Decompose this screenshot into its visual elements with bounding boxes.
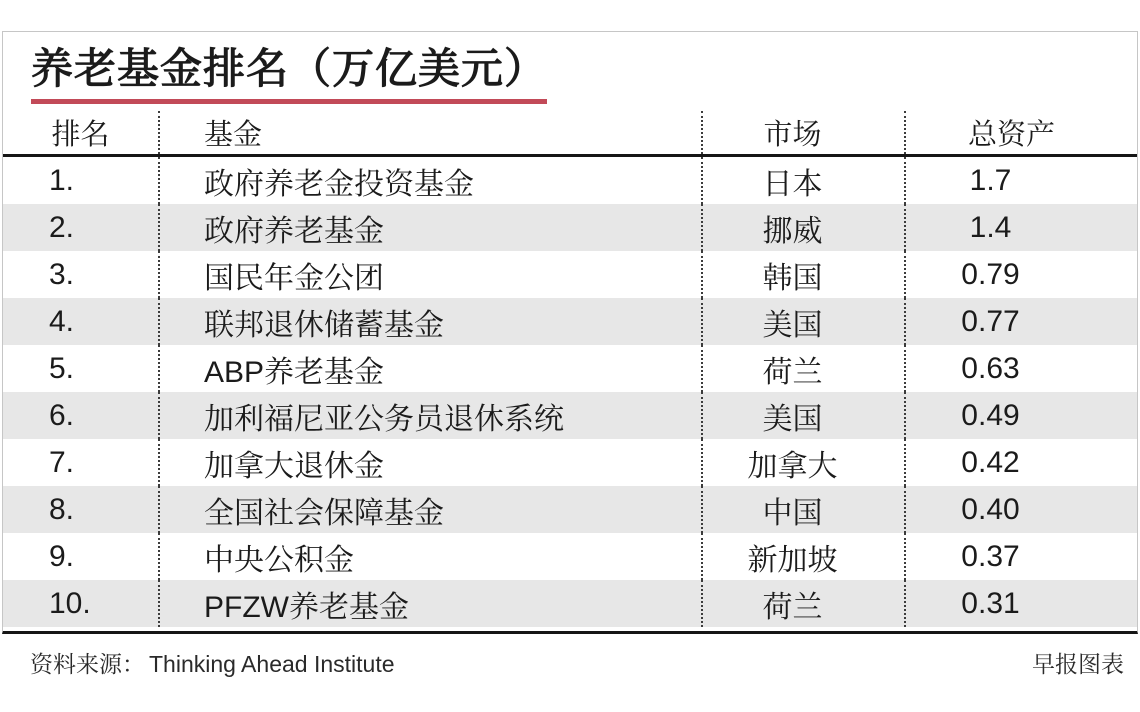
market-cell: 美国 <box>701 298 904 345</box>
assets-cell: 0.42 <box>904 439 1137 486</box>
fund-cell: ABP养老基金 <box>158 345 701 392</box>
market-cell: 日本 <box>701 157 904 204</box>
table-row <box>3 580 1137 627</box>
assets-cell: 1.4 <box>904 204 1137 251</box>
table-row <box>3 204 1137 251</box>
table-row <box>3 533 1137 580</box>
header-rank: 排名 <box>51 119 110 152</box>
fund-cell: 政府养老基金 <box>158 204 701 251</box>
assets-cell: 0.79 <box>904 251 1137 298</box>
assets-cell: 0.49 <box>904 392 1137 439</box>
source-label: 资料来源： <box>30 651 145 677</box>
market-cell: 加拿大 <box>701 439 904 486</box>
rank-cell: 10. <box>49 586 91 620</box>
table-row <box>3 157 1137 204</box>
rank-cell: 8. <box>49 492 75 526</box>
market-cell: 美国 <box>701 392 904 439</box>
publisher-credit: 早报图表 <box>1032 651 1124 677</box>
assets-cell: 1.7 <box>904 157 1137 204</box>
market-cell: 荷兰 <box>701 580 904 627</box>
rank-cell: 9. <box>49 539 75 573</box>
rank-cell: 1. <box>49 163 75 197</box>
fund-cell: 加拿大退休金 <box>158 439 701 486</box>
market-cell: 挪威 <box>701 204 904 251</box>
table-header-row <box>3 111 1137 157</box>
table-row <box>3 298 1137 345</box>
market-cell: 中国 <box>701 486 904 533</box>
market-cell: 韩国 <box>701 251 904 298</box>
fund-cell: 全国社会保障基金 <box>158 486 701 533</box>
assets-cell: 0.37 <box>904 533 1137 580</box>
table-row <box>3 486 1137 533</box>
ranking-table <box>3 111 1137 627</box>
rank-cell: 6. <box>49 398 75 432</box>
rank-cell: 5. <box>49 351 75 385</box>
fund-cell: 中央公积金 <box>158 533 701 580</box>
assets-cell: 0.63 <box>904 345 1137 392</box>
assets-cell: 0.40 <box>904 486 1137 533</box>
market-cell: 新加坡 <box>701 533 904 580</box>
market-cell: 荷兰 <box>701 345 904 392</box>
assets-cell: 0.31 <box>904 580 1137 627</box>
footer <box>30 646 1124 679</box>
rank-cell: 4. <box>49 304 75 338</box>
table-body <box>3 157 1137 627</box>
table-row <box>3 251 1137 298</box>
title-block <box>31 45 1137 104</box>
table-row <box>3 392 1137 439</box>
header-assets: 总资产 <box>904 111 1137 154</box>
source-credit <box>30 646 395 679</box>
table-row <box>3 345 1137 392</box>
table-row <box>3 439 1137 486</box>
rank-cell: 3. <box>49 257 75 291</box>
page-title: 养老基金排名（万亿美元） <box>31 45 547 104</box>
fund-cell: 联邦退休储蓄基金 <box>158 298 701 345</box>
fund-cell: PFZW养老基金 <box>158 580 701 627</box>
rank-cell: 2. <box>49 210 75 244</box>
assets-cell: 0.77 <box>904 298 1137 345</box>
header-fund: 基金 <box>158 111 701 154</box>
fund-cell: 政府养老金投资基金 <box>158 157 701 204</box>
source-value: Thinking Ahead Institute <box>149 651 395 677</box>
fund-cell: 加利福尼亚公务员退休系统 <box>158 392 701 439</box>
header-market: 市场 <box>701 111 904 154</box>
infographic-card <box>2 31 1138 634</box>
fund-cell: 国民年金公团 <box>158 251 701 298</box>
rank-cell: 7. <box>49 445 75 479</box>
